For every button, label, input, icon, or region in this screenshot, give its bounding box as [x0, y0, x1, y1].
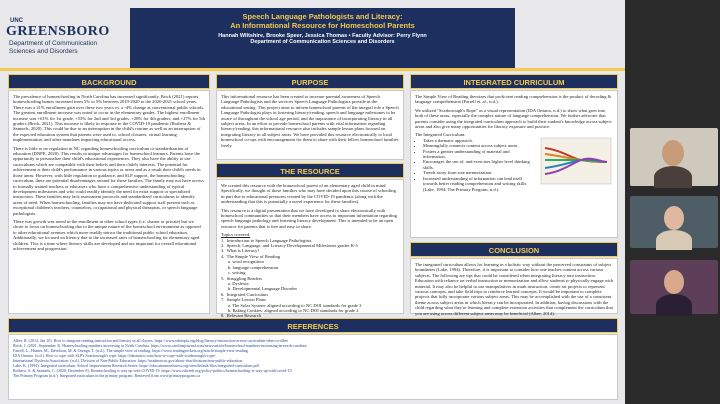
participant-video-1[interactable]: [630, 128, 718, 186]
reference-item[interactable]: International Dyslexia Association. (n.d.). Division of Non-Public Education. https://ncadmin.nc.gov/about-doa/divisions/non-public-education: [13, 358, 243, 363]
reference-item[interactable]: Alber, R. (2014, Jan 10). How to integrate reading instruction and literacy in all classes. https://www.edutopia.org/blog/literacy-instruction-across-curriculum-rebecca-alber: [13, 338, 288, 343]
integrated-box: [410, 90, 618, 238]
resource-topic-item: b. language comprehension: [221, 264, 279, 270]
participant-2-face: [664, 206, 684, 230]
purpose-text: This informational resource has been created to increase parental awareness of Speech Language Pathologists and the services Speech Language Pathologists provide in the educational setting. This project aims to inform homeschool parents of the integral role a Speech Language Pathologist plays in fostering literacy/reading, speech and language milestones to be aware of throughout the school age period, and the importance of incorporating literacy in all subject areas. In an effort to provide homeschool parents with vital information regarding literacy/reading, this informational resource also includes sample lesson plans focused on integrating literacy in all subject areas. We have provided this resource electronically to local homeschool co-ops with encouragement for them to share with their fellow homeschool families freely.: [221, 94, 399, 148]
background-box: [8, 90, 210, 314]
participant-2-body: [656, 230, 692, 250]
conclusion-text: The integrated curriculum allows for learning in a holistic way without the perceived constraints of subject boundaries (Lake, 1994). Therefore, it is important to consider how one teaches content across various subjects. The following are tips that could be considered when integrating literacy into instruction. Education with reliance on verbal instruction or memorization and allow students to physically engage with material. It may also be helpful to use manipulatives in math instruction, create art projects to represent various concepts, and take field trips to reinforce learned concepts. It would be important to complete projects that fully incorporate various subject areas. This may be accomplished with the use of a consistent theme across subject areas in which literacy can be incorporated. In addition, having discussions with the child regarding what they're learning and complete extension activities that complement the curriculum that you are using across different subject areas may be beneficial (Alber, 2014).: [415, 262, 613, 316]
purpose-box: [216, 90, 404, 160]
resource-topic-item: c. writing: [221, 270, 246, 276]
reference-item[interactable]: Brick, J. (2021, September 3). Homeschooling numbers increasing in North Carolina. https://www.carolinajournal.com/news-article/homeschool-numbers-increasing-in-north-carolina/: [13, 343, 308, 348]
reference-item[interactable]: Lake, K. (1994). Integrated curriculum. School Improvement Research Series. https://educationnorthwest.org/sites/default/files/integrated-curriculum.pdf: [13, 363, 259, 368]
scarborough-rope-image: [541, 138, 611, 184]
resource-topic-item: 1. Introduction to Speech Language Pathologists: [221, 237, 312, 243]
conclusion-box: [410, 258, 618, 314]
reference-item[interactable]: The Primary Program (n.d.). Integrated curriculum in the primary program. Retrieved from www.primaryprogram.ca: [13, 373, 201, 378]
background-paragraph-3: There was growth was noted in the enrollment in other school types (i.e. charter or private) but we chose to focus on homeschooling due to the unique nature of the homeschool environment as opposed to other educational avenues which more readily mirror the traditional public school education. Additionally, we focused on literacy due to the increased rates of homeschooling for elementary aged children. This is a time where literacy skills are developed and are important for overall educational achievement and progression.: [13, 218, 201, 251]
resource-topic-item: 3. What is Literacy?: [221, 248, 260, 254]
resource-topic-item: 5. Struggling Readers: [221, 275, 263, 281]
background-paragraph-1: The prevalence of homeschooling in North Carolina has increased significantly. Brick (2021) reports homeschooling homes increased from 5% to 5% between 2019-2020 to the 2020-2021 school years. There was a 21% enrollment gain over these two years vs. a -4% change at conventional public schools. The greatest enrollment increase was noted to occur in the elementary grades. The highest enrollment increase was +61% for 1st grade, +53% for 2nd and 3rd grades, +28% for 4th graders, and +27% for 5th graders (Brick, 2021). This increase is likely in response to the COVID-19 pandemic (Rothera & Samuels, 2020). This could be due to an interruption in the child's routine as well as an interruption of the expected education system that parents were used to, school closures, virtual learning implementation, and other mandates impacting educational access.: [13, 94, 206, 143]
participant-video-3[interactable]: [630, 260, 718, 314]
resource-topic-item: 6. Integrated Curriculum: [221, 291, 268, 297]
conclusion-heading: CONCLUSION: [410, 242, 618, 257]
integrated-list-item: • Increased understanding of information can lead itself towards better reading comprehension and writing skills (Lake, 1994; The Primary Program, n.d.).: [423, 176, 533, 192]
integrated-paragraph-2: We utilized "Scarborough's Rope" as a visual representation (IDA Ontario, n.d.) to show what goes into both of these areas, especially the complex nature of language comprehension. We further advocate that parents consider using the integrated curriculum approach to build their student's knowledge across subject areas and also give many opportunities for literacy exposure and practice.: [415, 107, 612, 130]
poster-authors: Hannah Wiltshire, Brooke Speer, Jessica Thomas • Faculty Advisor: Perry Flynn: [218, 33, 427, 39]
resource-topic-item: a. word recognition: [221, 259, 264, 265]
title-banner: [130, 8, 515, 68]
resource-heading: THE RESOURCE: [216, 163, 404, 178]
participant-1-body: [654, 166, 692, 188]
logo-department: Department of Communication Sciences and Disorders: [9, 40, 98, 55]
resource-topic-item: 8. Relevant Research: [221, 313, 262, 319]
poster-title-line2: An Informational Resource for Homeschool Parents: [230, 21, 415, 30]
integrated-list-item: • Takes a thematic approach.: [423, 138, 533, 143]
purpose-heading: PURPOSE: [216, 74, 404, 89]
integrated-list: [415, 138, 533, 192]
references-heading: REFERENCES: [8, 318, 618, 333]
background-heading: BACKGROUND: [8, 74, 210, 89]
integrated-paragraph-1: The Simple View of Reading theorizes that proficient reading comprehension is the product of decoding & language comprehension (Farrell et. al., n.d.).: [415, 94, 612, 105]
integrated-list-item: • Encourages the use of, and exercises higher level thinking skills.: [423, 159, 533, 170]
participant-1-face: [662, 140, 684, 166]
integrated-list-item: • Meaningfully connects content across subject areas.: [423, 143, 533, 148]
integrated-heading: INTEGRATED CURRICULUM: [410, 74, 618, 89]
participant-video-2[interactable]: [630, 196, 718, 248]
reference-item[interactable]: IDA Ontario. (n.d.). How to cope with SLP's Scarborough's rope. https://idaontario.com/how-to-cope-with-scarboroughs-rope/: [13, 353, 216, 358]
integrated-list-label: The Integrated Curriculum:: [415, 132, 466, 138]
reference-item[interactable]: Rothera, A. & Samuels, C. (2020, December 8). Homeschooling is way up with COVID-19. https://www.edweek.org/policy-politics/homeschooling-is-way-up-with-covid-19: [13, 368, 292, 373]
resource-topic-item: 4. The Simple View of Reading: [221, 253, 281, 259]
resource-topics-label: Topics covered:: [221, 232, 251, 238]
resource-topics-list: [221, 238, 399, 325]
resource-paragraph-2: This resource is a digital presentation that we have developed to share electronically with homeschool communities so that their members have access to important information regarding speech language pathology and fostering literacy development. This is intended to be an open resource for parents that is free and easy to share.: [221, 207, 397, 229]
poster-header: [0, 0, 625, 68]
resource-box: [216, 179, 404, 319]
poster-department: Department of Communication Sciences and Disorders: [250, 39, 395, 45]
participant-3-face: [664, 270, 684, 294]
resource-topic-item: a. The Solar System: aligned according to NC DOI standards for grade 3: [221, 302, 362, 308]
resource-topic-item: b. Developmental Language Disorder: [221, 286, 298, 292]
resource-topic-item: b. Baking Cookies: aligned according to NC DOI standards for grade 2: [221, 307, 359, 313]
background-paragraph-2: There is little to no regulation in NC regarding homeschooling curriculum or standardization of education (DNPE, 2020). This results in unique advantages for homeschool learners. Parents have the opportunity to personalize their child's educational experiences. They also have the ability to use curriculums which are compatible with their beliefs and their child's interests. The potential for achievement is their child's performance in various topics or areas and as a result their child's needs in those areas. However, with little regulation or guidance, and SLP support, the homeschooling curriculum, there are potential disadvantages around for these families. The family may not have access to formally trained teachers or educators who have a comprehensive understanding of typical development milestones and who could readily identify the need for extra support or specialized instruction. These families may lack assessment protocols and standardized curriculums to identify areas of need. When homeschooling, families may not have dedicated support staff present such as exceptional children's teachers, counselors, occupational and physical therapists, or speech language pathologists.: [13, 145, 204, 216]
logo-unc: UNC: [10, 18, 23, 24]
resource-paragraph-1: We created this resource with the homeschool parent of an elementary aged child in mind. Specifically, we thought of those families who may have decided upon this course of schooling in part due to educational pressures created by the COVID-19 pandemic (along with the understanding that this is potentially a novel experience for these families).: [221, 183, 396, 205]
reference-item[interactable]: Farrell, L., Hunter, M., Davidson, M. & Osenga, T. (n.d.). The simple view of reading. https://www.readingrockets.org/article/simple-view-reading: [13, 348, 248, 353]
resource-topic-item: 2. Speech, Language, and Literacy Developmental Milestones grades K-5: [221, 243, 358, 249]
participant-3-body: [656, 294, 692, 316]
integrated-list-item: • Fosters a greater understanding of material and information.: [423, 149, 533, 160]
resource-topic-item: a. Dyslexia: [221, 280, 249, 286]
references-box: [8, 334, 618, 400]
header-divider: [0, 68, 625, 71]
logo-greensboro: GREENSBORO: [6, 24, 110, 39]
resource-topic-item: 7. Sample Lesson Plans: [221, 297, 266, 303]
integrated-list-item: • Trends away from rote memorization.: [423, 170, 533, 175]
poster-title-line1: Speech Language Pathologists and Literacy:: [242, 12, 403, 21]
